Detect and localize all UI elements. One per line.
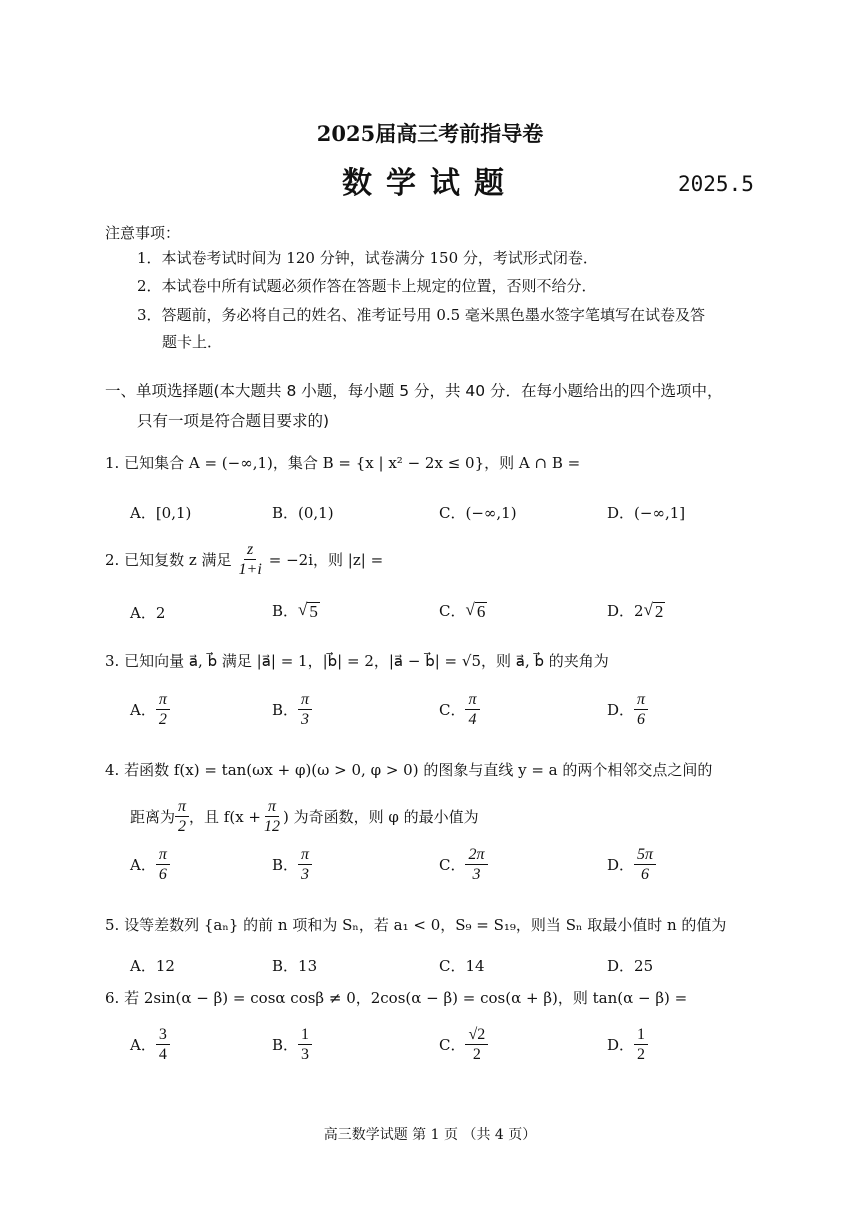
question-2 <box>105 540 383 579</box>
q5-option-c: C．14 <box>439 957 485 975</box>
q3-option-b-frac <box>298 690 312 729</box>
q2-prefix: 2. 已知复数 z 满足 <box>105 551 232 569</box>
q2-option-c-root: √ 6 <box>465 600 486 621</box>
q4-option-c <box>439 845 488 884</box>
numerator: 3 <box>156 1025 170 1045</box>
q2-suffix: = −2i，则 |z| = <box>268 551 384 569</box>
notice-heading: 注意事项： <box>105 224 181 242</box>
q4-option-d-label: D． <box>607 856 635 874</box>
q2-option-a: A．2 <box>130 604 166 622</box>
q5-option-b: B．13 <box>272 957 318 975</box>
q3-option-a-frac <box>156 690 170 729</box>
denominator: 6 <box>641 866 650 883</box>
q2-option-c <box>439 600 487 621</box>
denominator: 2 <box>178 818 187 835</box>
q2-option-d-radicand: 2 <box>654 602 664 621</box>
q3-option-c-label: C． <box>439 701 466 719</box>
denominator: 3 <box>472 866 481 883</box>
numerator: π <box>156 690 170 710</box>
numerator: π <box>298 690 312 710</box>
q6-option-d <box>607 1025 648 1064</box>
q2-option-b-root: √ 5 <box>298 600 318 621</box>
numerator: π <box>175 797 189 817</box>
q4-option-a-frac <box>156 845 170 884</box>
q6-option-b-frac <box>298 1025 312 1064</box>
notice-item-2: 2．本试卷中所有试题必须作答在答题卡上规定的位置，否则不给分． <box>137 277 597 295</box>
q6-option-a-label: A． <box>130 1036 156 1054</box>
denominator: 6 <box>158 866 167 883</box>
q6-option-d-frac <box>634 1025 648 1064</box>
q2-fraction <box>236 540 265 579</box>
question-4: 4. 若函数 f(x) = tan(ωx + φ)(ω > 0, φ > 0) 的图象与直线 y = a 的两个相邻交点之间的 <box>105 761 713 779</box>
section-heading: 一、单项选择题(本大题共 8 小题，每小题 5 分，共 40 分．在每小题给出的四个选项中， <box>105 382 723 400</box>
denominator: 2 <box>158 711 167 728</box>
q4-option-b <box>272 845 312 884</box>
q5-option-a: A．12 <box>130 957 175 975</box>
q4-option-d-frac <box>634 845 656 884</box>
numerator: 5π <box>634 845 656 865</box>
denominator: 3 <box>301 1046 310 1063</box>
q4-text-b: ，且 f(x + <box>189 808 261 826</box>
numerator: 2π <box>465 845 487 865</box>
q4-text-c: ) 为奇函数，则 φ 的最小值为 <box>283 808 479 826</box>
question-1: 1. 已知集合 A = (−∞,1)，集合 B = {x | x² − 2x ≤ 0}，则 A ∩ B = <box>105 454 581 472</box>
denominator: 4 <box>468 711 477 728</box>
numerator: π <box>298 845 312 865</box>
numerator: π <box>634 690 648 710</box>
q4-frac-2 <box>261 797 283 836</box>
question-3: 3. 已知向量 a⃗, b⃗ 满足 |a⃗| = 1，|b⃗| = 2，|a⃗ − b⃗| = √5，则 a⃗, b⃗ 的夹角为 <box>105 652 609 670</box>
q6-option-c-label: C． <box>439 1036 466 1054</box>
q3-option-d-label: D． <box>607 701 635 719</box>
q3-option-a <box>130 690 170 729</box>
denominator: 3 <box>301 866 310 883</box>
numerator: π <box>156 845 170 865</box>
numerator: 1 <box>634 1025 648 1045</box>
numerator: π <box>465 690 479 710</box>
q2-option-d-root: √ 2 <box>643 600 664 621</box>
q2-option-d <box>607 600 665 621</box>
notice-item-3-cont: 题卡上． <box>162 333 223 351</box>
denominator: 3 <box>301 711 310 728</box>
q6-option-b <box>272 1025 312 1064</box>
q6-option-a <box>130 1025 170 1064</box>
exam-title: 2025届高三考前指导卷 <box>316 121 544 146</box>
q4-option-c-frac <box>465 845 487 884</box>
q1-option-c: C．(−∞,1) <box>439 504 517 522</box>
q4-option-c-label: C． <box>439 856 466 874</box>
q6-option-c-frac <box>465 1025 488 1064</box>
q2-option-b-label: B． <box>272 602 299 620</box>
numerator: π <box>265 797 279 817</box>
q6-option-a-frac <box>156 1025 170 1064</box>
q2-numerator: z <box>244 540 256 560</box>
page-footer: 高三数学试题 第 1 页 （共 4 页） <box>323 1127 537 1143</box>
q2-option-b <box>272 600 320 621</box>
q1-option-a: A．[0,1) <box>130 504 192 522</box>
question-6: 6. 若 2sin(α − β) = cosα cosβ ≠ 0，2cos(α − β) = cos(α + β)，则 tan(α − β) = <box>105 989 688 1007</box>
question-5: 5. 设等差数列 {aₙ} 的前 n 项和为 Sₙ，若 a₁ < 0，S₉ = S₁₉，则当 Sₙ 取最小值时 n 的值为 <box>105 916 727 934</box>
q3-option-d <box>607 690 648 729</box>
q2-option-d-label: D．2 <box>607 602 644 620</box>
q2-option-b-radicand: 5 <box>309 602 318 621</box>
q3-option-b <box>272 690 312 729</box>
q4-option-d <box>607 845 656 884</box>
exam-date: 2025.5 <box>678 172 754 196</box>
q4-frac-1 <box>175 797 189 836</box>
denominator: 6 <box>637 711 646 728</box>
q4-option-a <box>130 845 170 884</box>
q4-text-a: 距离为 <box>130 808 176 826</box>
notice-item-3: 3．答题前，务必将自己的姓名、准考证号用 0.5 毫米黑色墨水签字笔填写在试卷及答 <box>137 306 705 324</box>
numerator: √2 <box>465 1025 488 1045</box>
q6-option-c <box>439 1025 488 1064</box>
q6-option-b-label: B． <box>272 1036 299 1054</box>
q6-option-d-label: D． <box>607 1036 635 1054</box>
section-heading-cont: 只有一项是符合题目要求的) <box>137 412 330 430</box>
denominator: 12 <box>264 818 280 835</box>
q2-option-c-label: C． <box>439 602 466 620</box>
q1-option-b: B．(0,1) <box>272 504 334 522</box>
q3-option-b-label: B． <box>272 701 299 719</box>
q4-option-b-frac <box>298 845 312 884</box>
q3-option-c <box>439 690 480 729</box>
q4-option-a-label: A． <box>130 856 156 874</box>
denominator: 2 <box>637 1046 646 1063</box>
q2-option-c-radicand: 6 <box>476 602 486 621</box>
q3-option-a-label: A． <box>130 701 156 719</box>
notice-item-1: 1．本试卷考试时间为 120 分钟，试卷满分 150 分，考试形式闭卷． <box>137 249 598 267</box>
denominator: 4 <box>158 1046 167 1063</box>
denominator: 2 <box>472 1046 481 1063</box>
q4-option-b-label: B． <box>272 856 299 874</box>
q5-option-d: D．25 <box>607 957 654 975</box>
q3-option-d-frac <box>634 690 648 729</box>
question-4-cont <box>130 797 479 836</box>
numerator: 1 <box>298 1025 312 1045</box>
subject-title: 数学试题 <box>342 166 518 201</box>
q2-denominator: 1+i <box>238 561 262 578</box>
q1-option-d: D．(−∞,1] <box>607 504 686 522</box>
q3-option-c-frac <box>465 690 479 729</box>
